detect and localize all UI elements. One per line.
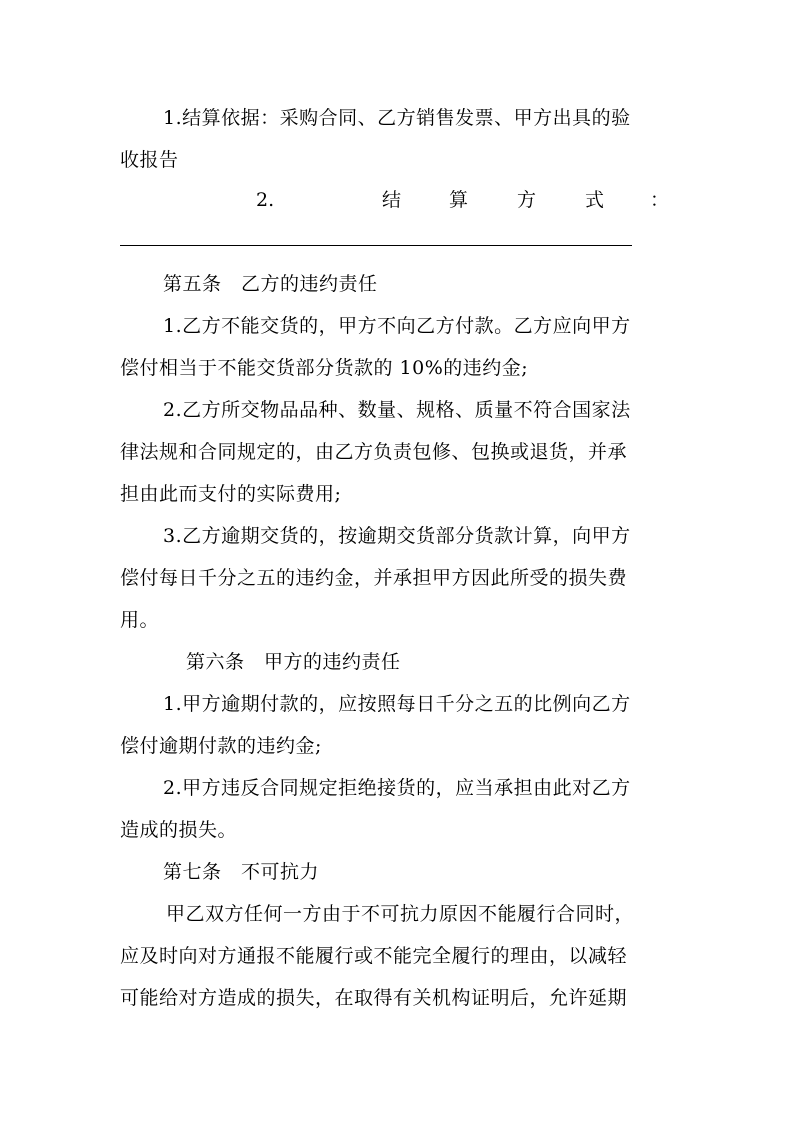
- settlement-method-char: 结: [382, 189, 402, 211]
- article5-line: 担由此而支付的实际费用;: [120, 483, 342, 505]
- settlement-method-colon: ：: [650, 189, 670, 211]
- article6-line: 1.甲方逾期付款的，应按照每日千分之五的比例向乙方: [163, 693, 631, 715]
- article6-line: 造成的损失。: [120, 819, 238, 841]
- settlement-method-char: 算: [449, 189, 469, 211]
- article7-line: 甲乙双方任何一方由于不可抗力原因不能履行合同时，: [166, 903, 635, 925]
- article5-line: 偿付相当于不能交货部分货款的 10%的违约金;: [120, 357, 529, 379]
- blank-fill-line: [120, 245, 632, 246]
- settlement-method-number: 2.: [256, 189, 275, 211]
- article5-line: 2.乙方所交物品品种、数量、规格、质量不符合国家法: [163, 399, 631, 421]
- article7-line: 应及时向对方通报不能履行或不能完全履行的理由，以减轻: [120, 945, 628, 967]
- article5-line: 偿付每日千分之五的违约金，并承担甲方因此所受的损失费: [120, 567, 628, 589]
- article5-line: 律法规和合同规定的，由乙方负责包修、包换或退货，并承: [120, 441, 628, 463]
- article6-line: 2.甲方违反合同规定拒绝接货的，应当承担由此对乙方: [163, 777, 631, 799]
- article5-line: 1.乙方不能交货的，甲方不向乙方付款。乙方应向甲方: [163, 315, 631, 337]
- article6-heading: 第六条 甲方的违约责任: [186, 651, 401, 673]
- article5-line: 用。: [120, 609, 160, 631]
- settlement-basis-line1: 1.结算依据：采购合同、乙方销售发票、甲方出具的验: [163, 107, 631, 129]
- article7-heading: 第七条 不可抗力: [163, 861, 320, 883]
- settlement-method-char: 方: [517, 189, 537, 211]
- article5-line: 3.乙方逾期交货的，按逾期交货部分货款计算，向甲方: [163, 525, 631, 547]
- settlement-basis-line2: 收报告: [120, 149, 179, 171]
- article5-heading: 第五条 乙方的违约责任: [163, 273, 378, 295]
- article7-line: 可能给对方造成的损失，在取得有关机构证明后，允许延期: [120, 987, 628, 1009]
- settlement-method-char: 式: [585, 189, 605, 211]
- article6-line: 偿付逾期付款的违约金;: [120, 735, 322, 757]
